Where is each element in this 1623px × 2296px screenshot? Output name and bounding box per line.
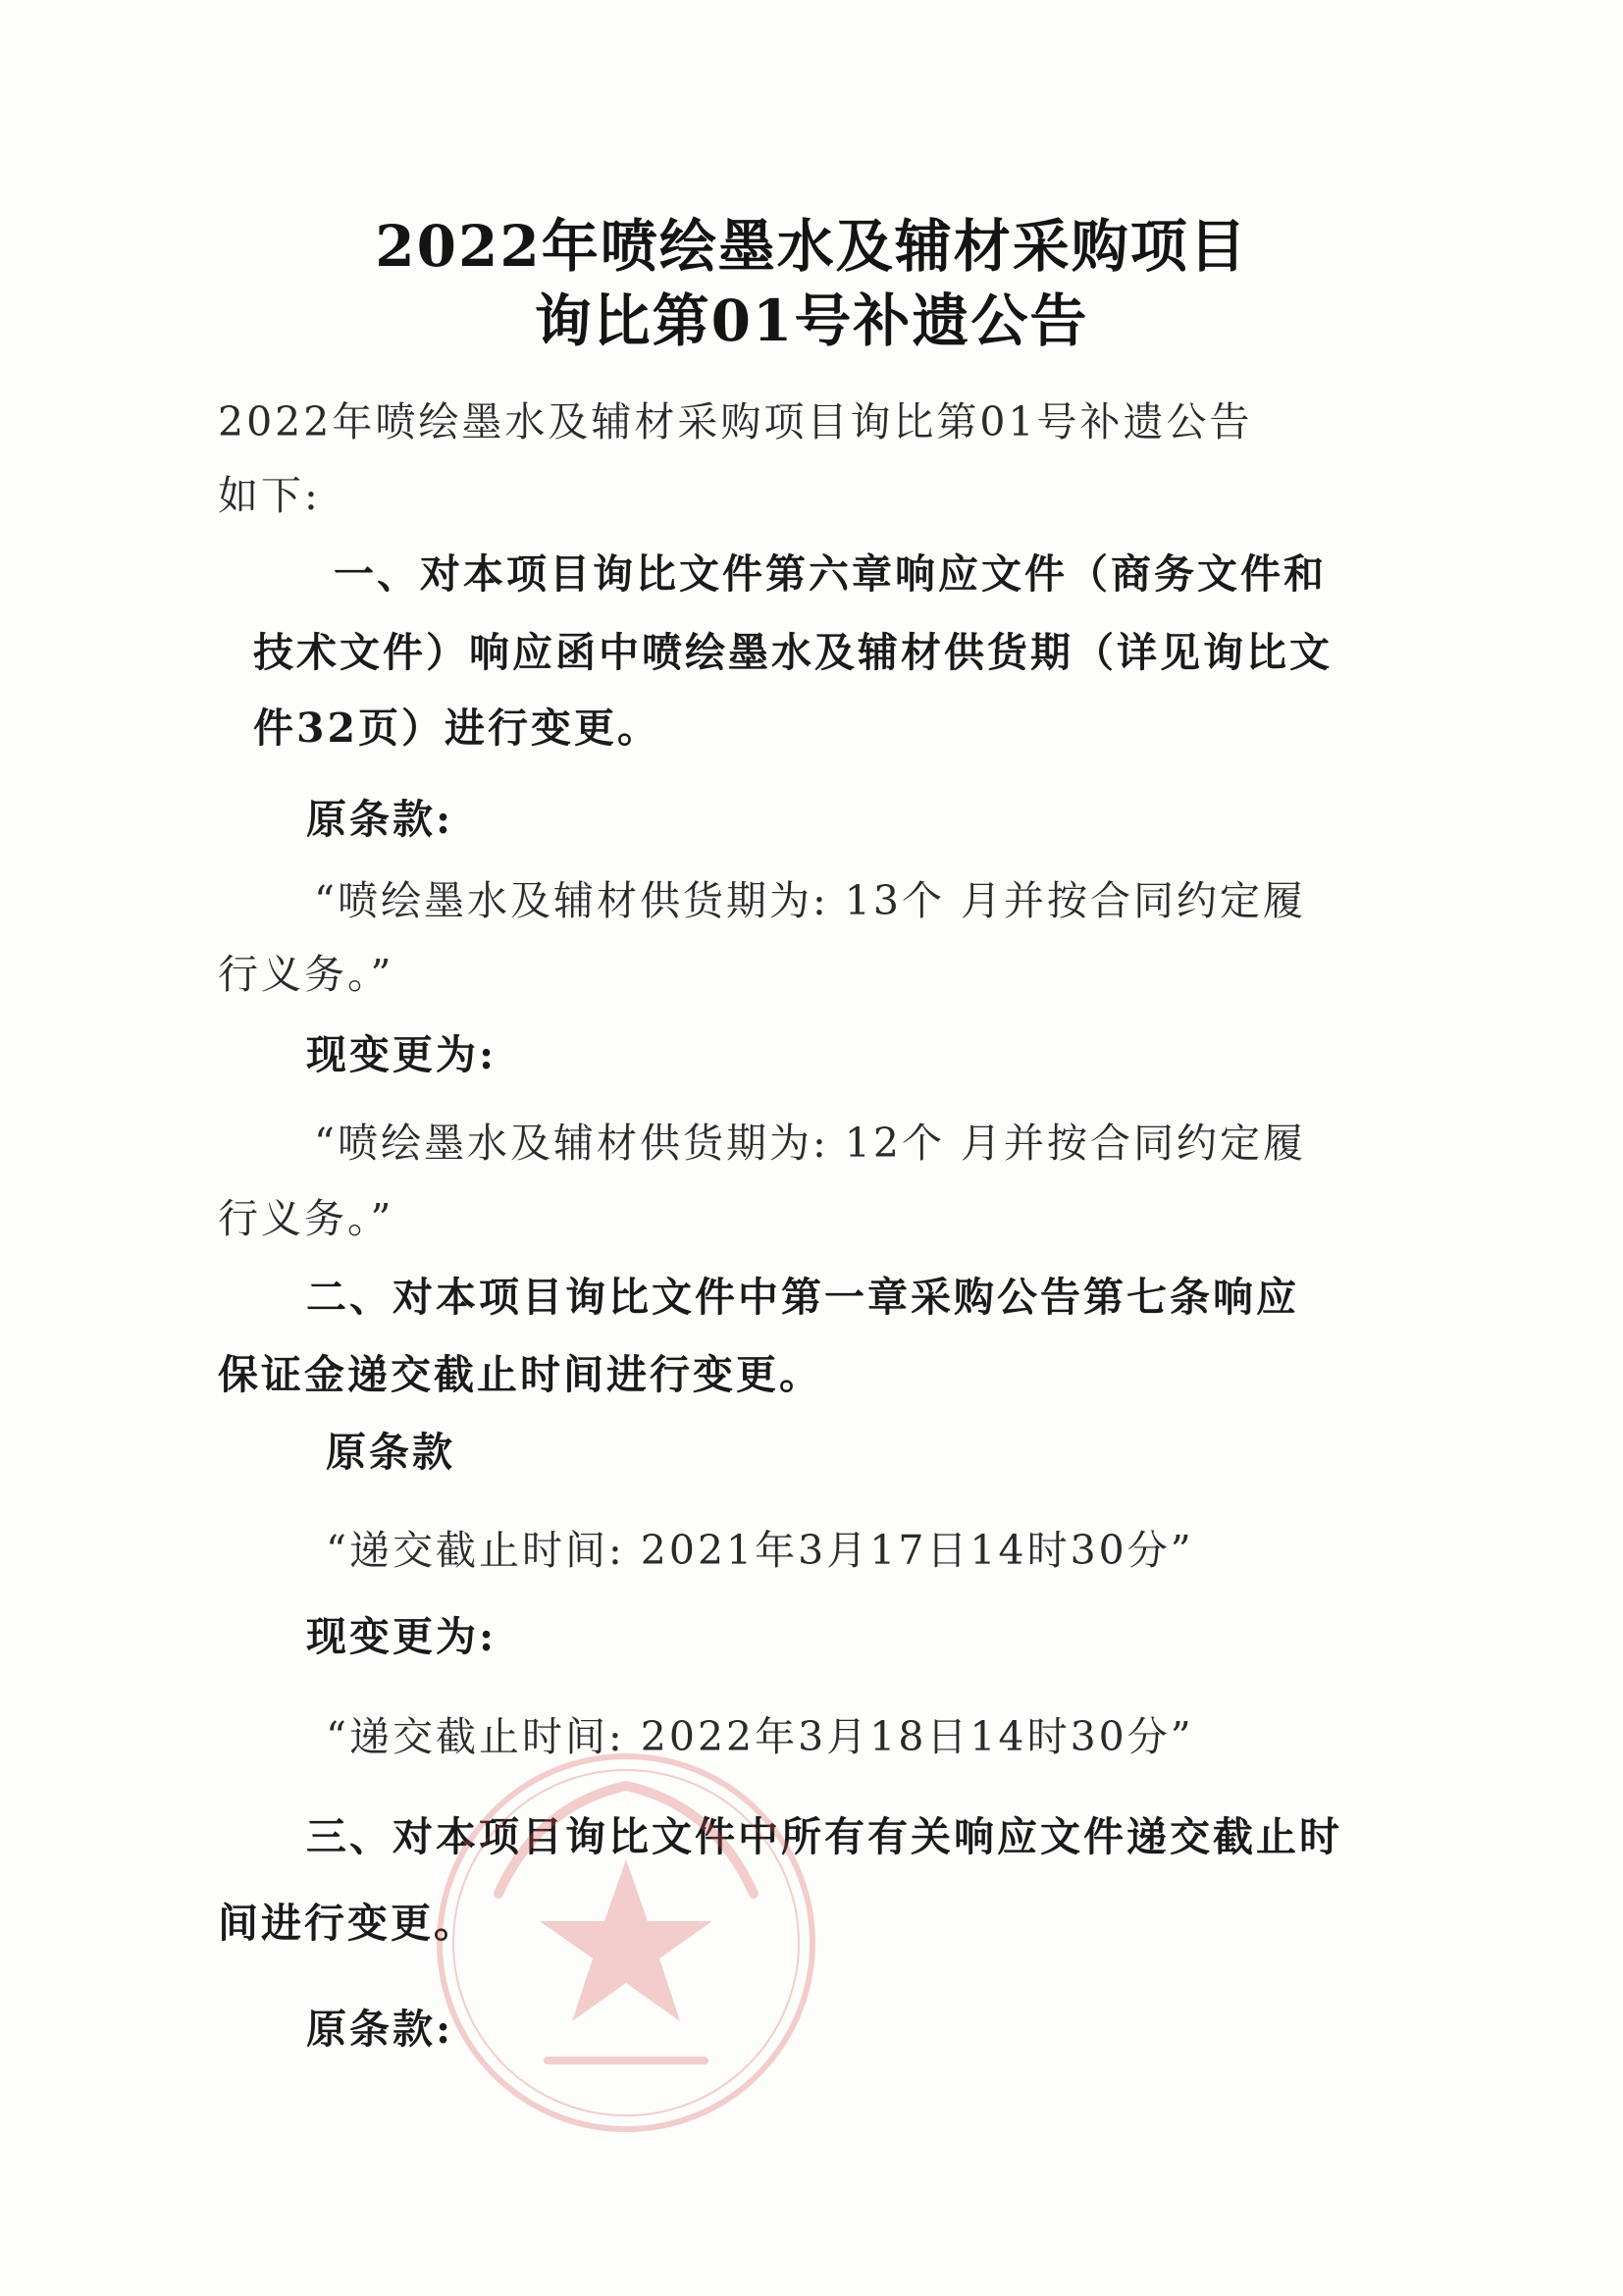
section-1-heading-line-3: 件32页）进行变更。 [253, 704, 661, 752]
section-1-original-label: 原条款: [306, 796, 454, 843]
section-2-original-label: 原条款 [326, 1429, 455, 1476]
section-2-original-text: “递交截止时间: 2021年3月17日14时30分” [326, 1527, 1194, 1574]
document-title-line-1: 2022年喷绘墨水及辅材采购项目 [375, 213, 1248, 280]
section-2-changed-text: “递交截止时间: 2022年3月18日14时30分” [326, 1713, 1194, 1760]
section-1-heading-line-1: 一、对本项目询比文件第六章响应文件（商务文件和 [334, 550, 1327, 598]
section-1-heading-line-2: 技术文件）响应函中喷绘墨水及辅材供货期（详见询比文 [253, 629, 1333, 676]
section-1-changed-label: 现变更为: [306, 1031, 497, 1078]
section-1-changed-text-line-1: “喷绘墨水及辅材供货期为: 12个 月并按合同约定履 [314, 1120, 1307, 1167]
section-3-heading-line-1: 三、对本项目询比文件中所有有关响应文件递交截止时 [306, 1813, 1342, 1860]
section-1-original-text-line-1: “喷绘墨水及辅材供货期为: 13个 月并按合同约定履 [314, 877, 1307, 924]
intro-line-2: 如下: [218, 472, 321, 519]
section-2-heading-line-2: 保证金递交截止时间进行变更。 [218, 1351, 822, 1398]
section-3-heading-line-2: 间进行变更。 [218, 1900, 477, 1947]
section-1-changed-text-line-2: 行义务。” [218, 1195, 394, 1242]
section-2-heading-line-1: 二、对本项目询比文件中第一章采购公告第七条响应 [306, 1274, 1299, 1321]
section-1-original-text-line-2: 行义务。” [218, 951, 394, 998]
intro-line-1: 2022年喷绘墨水及辅材采购项目询比第01号补遗公告 [218, 398, 1253, 445]
official-seal-icon [430, 1747, 822, 2139]
section-2-changed-label: 现变更为: [306, 1613, 497, 1660]
section-3-original-label: 原条款: [306, 2006, 454, 2053]
document-title-line-2: 询比第01号补遗公告 [534, 287, 1089, 354]
